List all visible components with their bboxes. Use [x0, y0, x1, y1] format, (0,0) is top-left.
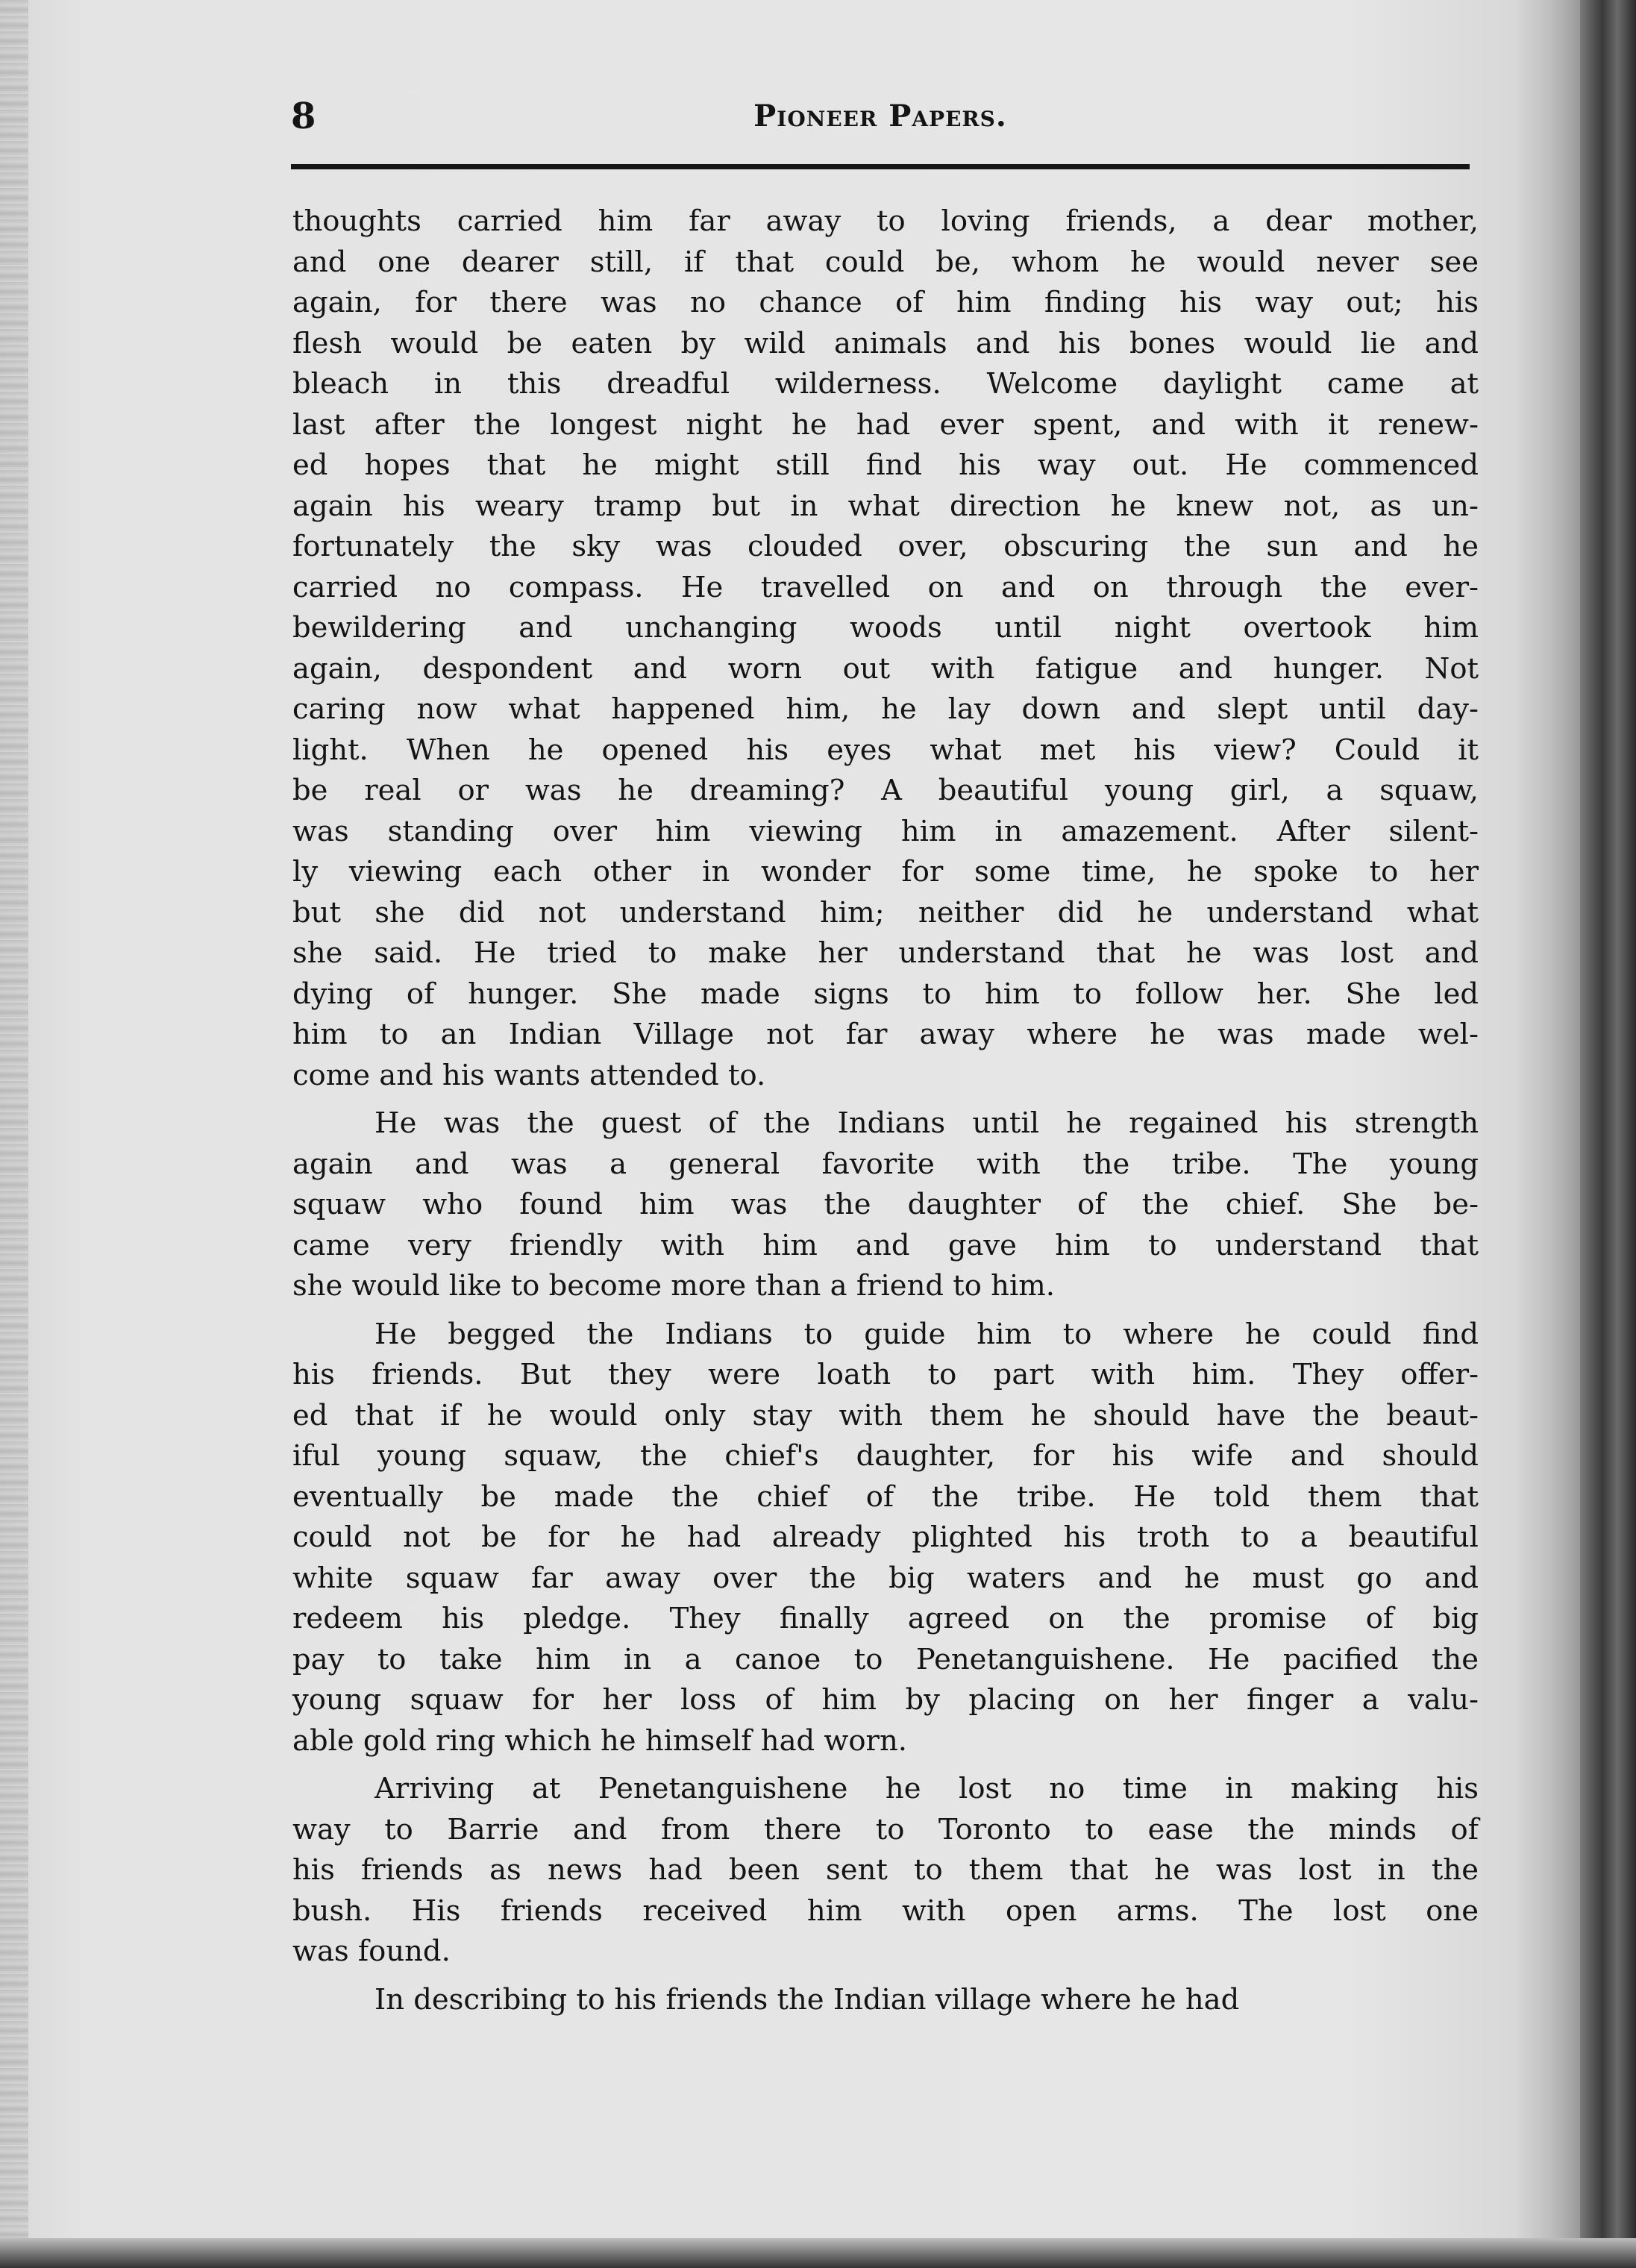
text-line: light. When he opened his eyes what met his view? Could it — [292, 733, 1479, 767]
text-line: bleach in this dreadful wilderness. Welcome daylight came at — [292, 367, 1479, 401]
text-line: He begged the Indians to guide him to where he could find — [374, 1317, 1479, 1351]
paragraph — [292, 1103, 1479, 1307]
page-edge — [1580, 0, 1636, 2268]
text-line: In describing to his friends the Indian village where he had — [374, 1982, 1240, 2017]
text-line: iful young squaw, the chief's daughter, for his wife and should — [292, 1439, 1479, 1473]
text-line: his friends as news had been sent to them that he was lost in the — [292, 1853, 1479, 1887]
text-line: dying of hunger. She made signs to him to follow her. She led — [292, 977, 1479, 1011]
text-line: pay to take him in a canoe to Penetanguishene. He pacified the — [292, 1642, 1479, 1676]
text-line: white squaw far away over the big waters and he must go and — [292, 1561, 1479, 1595]
paragraph — [292, 201, 1479, 1096]
text-line: bewildering and unchanging woods until night overtook him — [292, 611, 1479, 645]
paragraph — [292, 1980, 1479, 2021]
text-line: she would like to become more than a friend to him. — [292, 1269, 1055, 1303]
text-line: young squaw for her loss of him by placing on her finger a valu- — [292, 1683, 1479, 1717]
text-line: again and was a general favorite with the tribe. The young — [292, 1147, 1479, 1181]
paragraph — [292, 1315, 1479, 1762]
text-line: ly viewing each other in wonder for some time, he spoke to her — [292, 855, 1479, 889]
text-line: again, for there was no chance of him finding his way out; his — [292, 286, 1479, 319]
text-line: last after the longest night he had ever spent, and with it renew- — [292, 407, 1479, 442]
text-line: flesh would be eaten by wild animals and his bones would lie and — [292, 326, 1479, 360]
text-line: again, despondent and worn out with fatigue and hunger. Not — [292, 651, 1479, 686]
text-line: fortunately the sky was clouded over, obscuring the sun and he — [292, 530, 1479, 563]
text-line: able gold ring which he himself had worn. — [292, 1723, 907, 1758]
paragraph-spacer — [292, 1096, 1479, 1103]
body-text — [292, 201, 1479, 2020]
text-line: was found. — [292, 1935, 451, 1968]
paragraph-spacer — [292, 1973, 1479, 1980]
text-line: again his weary tramp but in what direction he knew not, as un- — [292, 489, 1479, 523]
page-number: 8 — [291, 95, 316, 137]
text-line: and one dearer still, if that could be, whom he would never see — [292, 245, 1479, 279]
text-line: his friends. But they were loath to part with him. They offer- — [292, 1358, 1479, 1391]
running-header — [291, 90, 1470, 149]
text-line: Arriving at Penetanguishene he lost no time in making his — [374, 1772, 1479, 1805]
text-line: him to an Indian Village not far away where he was made wel- — [292, 1018, 1479, 1051]
text-line: ed that if he would only stay with them he should have the beaut- — [292, 1398, 1479, 1432]
scan-border — [0, 2238, 1636, 2268]
text-line: came very friendly with him and gave him to understand that — [292, 1228, 1479, 1262]
paragraph — [292, 1769, 1479, 1973]
page-gutter — [0, 0, 28, 2268]
text-line: be real or was he dreaming? A beautiful young girl, a squaw, — [292, 774, 1479, 807]
paragraph-spacer — [292, 1307, 1479, 1315]
running-title: Pioneer Papers. — [753, 98, 1007, 134]
text-line: she said. He tried to make her understand that he was lost and — [292, 936, 1479, 970]
text-line: thoughts carried him far away to loving friends, a dear mother, — [292, 204, 1479, 238]
text-line: but she did not understand him; neither did he understand what — [292, 895, 1479, 930]
text-line: ed hopes that he might still find his way out. He commenced — [292, 448, 1479, 482]
text-line: squaw who found him was the daughter of the chief. She be- — [292, 1188, 1479, 1221]
text-line: redeem his pledge. They finally agreed on the promise of big — [292, 1602, 1479, 1635]
text-line: bush. His friends received him with open arms. The lost one — [292, 1893, 1479, 1928]
header-rule — [291, 164, 1470, 169]
text-line: eventually be made the chief of the tribe. He told them that — [292, 1479, 1479, 1514]
text-line: carried no compass. He travelled on and on through the ever- — [292, 570, 1479, 604]
text-line: caring now what happened him, he lay down and slept until day- — [292, 692, 1479, 726]
text-line: He was the guest of the Indians until he regained his strength — [374, 1106, 1479, 1140]
text-line: could not be for he had already plighted his troth to a beautiful — [292, 1520, 1479, 1554]
text-line: way to Barrie and from there to Toronto to ease the minds of — [292, 1812, 1479, 1846]
paragraph-spacer — [292, 1761, 1479, 1769]
text-line: come and his wants attended to. — [292, 1058, 766, 1092]
text-line: was standing over him viewing him in amazement. After silent- — [292, 814, 1479, 848]
